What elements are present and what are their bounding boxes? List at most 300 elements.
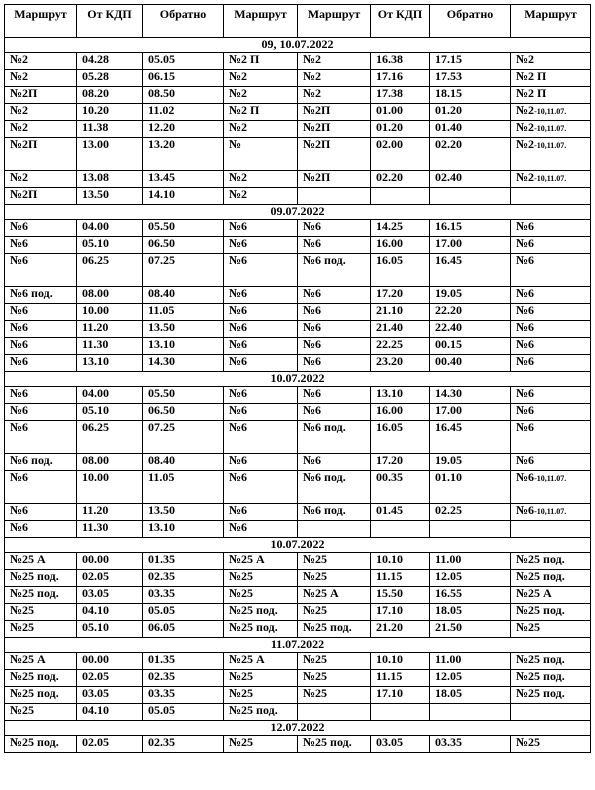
table-row [5, 421, 591, 454]
departure-time-cell: 03.05 [371, 736, 430, 753]
route-cell: №6 под. [298, 254, 371, 287]
departure-time-cell: 16.05 [371, 421, 430, 454]
return-time-cell [430, 521, 511, 538]
route-cell: №25 А [224, 553, 298, 570]
return-time-cell: 06.15 [143, 70, 224, 87]
route-cell: №25 под. [298, 621, 371, 638]
route-cell: №25 под. [511, 553, 591, 570]
route-cell: №2П [5, 87, 77, 104]
departure-time-cell: 14.25 [371, 220, 430, 237]
route-cell: №2 [224, 70, 298, 87]
route-cell: №6 [224, 287, 298, 304]
schedule-table [4, 4, 591, 753]
departure-time-cell: 02.05 [77, 736, 143, 753]
route-cell: №6 [224, 387, 298, 404]
departure-time-cell: 16.05 [371, 254, 430, 287]
route-cell: №6 [5, 304, 77, 321]
return-time-cell: 08.40 [143, 287, 224, 304]
return-time-cell: 11.00 [430, 553, 511, 570]
return-time-cell: 14.30 [430, 387, 511, 404]
route-cell: №6 [511, 220, 591, 237]
route-cell: №25 [5, 604, 77, 621]
return-time-cell: 05.05 [143, 604, 224, 621]
return-time-cell: 12.20 [143, 121, 224, 138]
departure-time-cell: 16.00 [371, 237, 430, 254]
departure-time-cell: 04.28 [77, 53, 143, 70]
header-route: Маршрут [298, 5, 371, 38]
route-cell: №6 [5, 387, 77, 404]
return-time-cell: 11.05 [143, 471, 224, 504]
route-cell: №2 [5, 104, 77, 121]
return-time-cell: 02.20 [430, 138, 511, 171]
route-cell: №2П [5, 138, 77, 171]
departure-time-cell: 13.00 [77, 138, 143, 171]
return-time-cell: 08.50 [143, 87, 224, 104]
return-time-cell: 16.45 [430, 254, 511, 287]
table-row [5, 220, 591, 237]
table-row [5, 587, 591, 604]
departure-time-cell: 00.35 [371, 471, 430, 504]
date-section-header [5, 638, 591, 653]
route-cell: №25 А [224, 653, 298, 670]
table-row [5, 570, 591, 587]
departure-time-cell: 13.50 [77, 188, 143, 205]
route-cell: №6 [511, 355, 591, 372]
route-cell: №6 [298, 387, 371, 404]
return-time-cell: 19.05 [430, 454, 511, 471]
table-row [5, 287, 591, 304]
route-cell: №25 [224, 587, 298, 604]
route-cell: №6 [511, 387, 591, 404]
return-time-cell [430, 188, 511, 205]
return-time-cell: 08.40 [143, 454, 224, 471]
route-cell [511, 121, 591, 138]
table-row [5, 321, 591, 338]
route-cell: №6 [298, 404, 371, 421]
route-cell: №6 [224, 355, 298, 372]
table-row [5, 404, 591, 421]
table-header [5, 5, 591, 38]
section-date: 10.07.2022 [5, 372, 591, 387]
return-time-cell: 02.35 [143, 736, 224, 753]
route-cell: №25 под. [511, 670, 591, 687]
section-date: 09.07.2022 [5, 205, 591, 220]
return-time-cell: 13.20 [143, 138, 224, 171]
return-time-cell: 18.05 [430, 604, 511, 621]
departure-time-cell: 17.38 [371, 87, 430, 104]
departure-time-cell: 15.50 [371, 587, 430, 604]
route-cell: №6 [5, 237, 77, 254]
return-time-cell: 17.53 [430, 70, 511, 87]
route-cell: №25 под. [224, 604, 298, 621]
table-row [5, 254, 591, 287]
date-note: -10,11.07. [534, 141, 567, 150]
route-cell: №6 [5, 254, 77, 287]
route-cell: №25 под. [224, 704, 298, 721]
date-note: -10,11.07. [534, 507, 567, 516]
departure-time-cell: 08.00 [77, 454, 143, 471]
route-cell: №25 под. [511, 687, 591, 704]
route-cell: №2 [298, 70, 371, 87]
return-time-cell: 19.05 [430, 287, 511, 304]
route-cell: №6 [5, 404, 77, 421]
route-cell [511, 704, 591, 721]
departure-time-cell: 04.00 [77, 220, 143, 237]
date-note: -10,11.07. [534, 474, 567, 483]
departure-time-cell: 06.25 [77, 421, 143, 454]
table-row [5, 621, 591, 638]
return-time-cell: 06.50 [143, 404, 224, 421]
departure-time-cell: 02.05 [77, 570, 143, 587]
departure-time-cell: 11.30 [77, 521, 143, 538]
route-cell: №2 П [511, 70, 591, 87]
route-cell: №6 [511, 404, 591, 421]
return-time-cell: 16.55 [430, 587, 511, 604]
route-cell: №6 [5, 355, 77, 372]
route-cell: №2 [298, 87, 371, 104]
route-cell: №2П [5, 188, 77, 205]
route-cell: №25 под. [5, 670, 77, 687]
route-cell: №6 [298, 220, 371, 237]
route-cell [511, 188, 591, 205]
table-row [5, 338, 591, 355]
return-time-cell: 17.00 [430, 237, 511, 254]
return-time-cell: 02.40 [430, 171, 511, 188]
route-label: №2 [516, 170, 535, 184]
return-time-cell: 12.05 [430, 570, 511, 587]
route-cell: №25 под. [5, 687, 77, 704]
route-cell: №25 под. [511, 604, 591, 621]
departure-time-cell: 05.10 [77, 237, 143, 254]
route-cell: №6 [511, 254, 591, 287]
route-cell: №25 под. [5, 587, 77, 604]
route-cell [511, 471, 591, 504]
route-cell: №25 под. [511, 570, 591, 587]
date-section-header [5, 205, 591, 220]
departure-time-cell: 11.20 [77, 321, 143, 338]
table-row [5, 504, 591, 521]
route-cell: №6 [224, 254, 298, 287]
departure-time-cell: 21.10 [371, 304, 430, 321]
return-time-cell: 22.40 [430, 321, 511, 338]
return-time-cell: 07.25 [143, 254, 224, 287]
route-cell: № [224, 138, 298, 171]
route-cell: №25 под. [224, 621, 298, 638]
table-row [5, 355, 591, 372]
route-cell: №25 под. [5, 736, 77, 753]
date-note: -10,11.07. [534, 107, 567, 116]
route-cell: №25 [511, 621, 591, 638]
date-note: -10,11.07. [534, 124, 567, 133]
departure-time-cell: 04.10 [77, 704, 143, 721]
departure-time-cell: 02.00 [371, 138, 430, 171]
departure-time-cell: 21.20 [371, 621, 430, 638]
table-row [5, 171, 591, 188]
route-cell: №25 [298, 653, 371, 670]
table-row [5, 304, 591, 321]
header-route: Маршрут [224, 5, 298, 38]
route-cell: №6 [224, 220, 298, 237]
route-cell: №25 [511, 736, 591, 753]
departure-time-cell: 11.15 [371, 570, 430, 587]
route-cell: №6 [5, 338, 77, 355]
table-row [5, 70, 591, 87]
departure-time-cell: 10.10 [371, 653, 430, 670]
route-cell: №6 [224, 404, 298, 421]
return-time-cell: 21.50 [430, 621, 511, 638]
table-row [5, 687, 591, 704]
return-time-cell: 18.05 [430, 687, 511, 704]
route-cell: №6 [5, 471, 77, 504]
return-time-cell: 06.05 [143, 621, 224, 638]
departure-time-cell: 17.10 [371, 687, 430, 704]
return-time-cell: 11.00 [430, 653, 511, 670]
departure-time-cell: 11.20 [77, 504, 143, 521]
departure-time-cell: 00.00 [77, 553, 143, 570]
route-cell: №6 [5, 321, 77, 338]
route-cell: №6 под. [5, 454, 77, 471]
return-time-cell: 16.45 [430, 421, 511, 454]
route-cell: №2 [224, 188, 298, 205]
return-time-cell: 13.45 [143, 171, 224, 188]
route-cell: №25 А [5, 653, 77, 670]
table-body [5, 38, 591, 753]
route-cell: №6 [298, 355, 371, 372]
header-route: Маршрут [511, 5, 591, 38]
route-cell [298, 521, 371, 538]
header-route: Маршрут [5, 5, 77, 38]
route-cell: №2 [511, 53, 591, 70]
route-cell: №2 [5, 121, 77, 138]
return-time-cell: 07.25 [143, 421, 224, 454]
header-from-kdp: От КДП [371, 5, 430, 38]
route-cell: №6 [511, 421, 591, 454]
return-time-cell: 00.15 [430, 338, 511, 355]
departure-time-cell: 13.10 [77, 355, 143, 372]
route-cell: №6 [298, 287, 371, 304]
return-time-cell: 13.50 [143, 321, 224, 338]
route-cell: №25 [224, 670, 298, 687]
route-cell: №6 [5, 220, 77, 237]
departure-time-cell: 17.20 [371, 454, 430, 471]
route-cell: №25 А [511, 587, 591, 604]
route-cell: №25 [298, 570, 371, 587]
route-cell: №6 [298, 454, 371, 471]
table-row [5, 704, 591, 721]
route-cell: №2 [224, 171, 298, 188]
departure-time-cell: 06.25 [77, 254, 143, 287]
departure-time-cell: 11.15 [371, 670, 430, 687]
route-cell: №2П [298, 138, 371, 171]
departure-time-cell: 03.05 [77, 587, 143, 604]
route-cell: №2П [298, 121, 371, 138]
table-row [5, 653, 591, 670]
route-cell: №6 [5, 504, 77, 521]
return-time-cell: 13.50 [143, 504, 224, 521]
return-time-cell: 02.35 [143, 570, 224, 587]
departure-time-cell: 00.00 [77, 653, 143, 670]
section-date: 11.07.2022 [5, 638, 591, 653]
departure-time-cell [371, 704, 430, 721]
route-label: №2 [516, 120, 535, 134]
route-cell: №6 [511, 237, 591, 254]
departure-time-cell: 02.20 [371, 171, 430, 188]
table-row [5, 736, 591, 753]
departure-time-cell: 23.20 [371, 355, 430, 372]
departure-time-cell: 17.10 [371, 604, 430, 621]
return-time-cell: 13.10 [143, 521, 224, 538]
route-cell: №25 [5, 704, 77, 721]
return-time-cell: 01.20 [430, 104, 511, 121]
route-cell: №6 под. [298, 421, 371, 454]
departure-time-cell: 10.00 [77, 471, 143, 504]
route-label: №2 [516, 137, 535, 151]
return-time-cell: 12.05 [430, 670, 511, 687]
table-row [5, 670, 591, 687]
route-cell: №2 П [511, 87, 591, 104]
return-time-cell: 16.15 [430, 220, 511, 237]
return-time-cell: 01.35 [143, 553, 224, 570]
route-cell: №6 [224, 471, 298, 504]
route-cell: №6 [511, 321, 591, 338]
departure-time-cell: 08.20 [77, 87, 143, 104]
return-time-cell: 02.25 [430, 504, 511, 521]
departure-time-cell: 16.00 [371, 404, 430, 421]
return-time-cell: 00.40 [430, 355, 511, 372]
route-cell: №6 [511, 338, 591, 355]
departure-time-cell: 13.10 [371, 387, 430, 404]
route-cell: №25 [224, 736, 298, 753]
return-time-cell: 05.50 [143, 387, 224, 404]
route-cell: №6 [298, 321, 371, 338]
route-cell: №2П [298, 104, 371, 121]
return-time-cell: 11.05 [143, 304, 224, 321]
route-label: №2 [516, 103, 535, 117]
departure-time-cell [371, 521, 430, 538]
route-cell: №6 [298, 304, 371, 321]
date-note: -10,11.07. [534, 174, 567, 183]
route-cell: №6 [511, 304, 591, 321]
table-row [5, 521, 591, 538]
route-cell: №25 [298, 604, 371, 621]
route-cell: №6 [224, 504, 298, 521]
table-row [5, 471, 591, 504]
route-cell: №2П [298, 171, 371, 188]
route-cell: №6 [224, 521, 298, 538]
departure-time-cell: 13.08 [77, 171, 143, 188]
departure-time-cell: 22.25 [371, 338, 430, 355]
table-row [5, 121, 591, 138]
table-row [5, 604, 591, 621]
return-time-cell: 05.50 [143, 220, 224, 237]
route-cell: №6 [298, 237, 371, 254]
departure-time-cell: 08.00 [77, 287, 143, 304]
return-time-cell: 22.20 [430, 304, 511, 321]
departure-time-cell: 17.20 [371, 287, 430, 304]
route-cell: №25 [298, 670, 371, 687]
header-return: Обратно [143, 5, 224, 38]
route-cell: №2 П [224, 53, 298, 70]
departure-time-cell: 10.00 [77, 304, 143, 321]
departure-time-cell: 10.10 [371, 553, 430, 570]
return-time-cell: 05.05 [143, 704, 224, 721]
route-cell [511, 521, 591, 538]
return-time-cell: 17.15 [430, 53, 511, 70]
header-return: Обратно [430, 5, 511, 38]
return-time-cell [430, 704, 511, 721]
route-cell: №6 [224, 454, 298, 471]
route-cell: №25 [224, 687, 298, 704]
date-section-header [5, 372, 591, 387]
route-cell: №6 под. [298, 471, 371, 504]
route-label: №6 [516, 503, 535, 517]
table-row [5, 454, 591, 471]
route-cell [511, 171, 591, 188]
route-cell: №6 [5, 421, 77, 454]
route-cell: №2 [5, 70, 77, 87]
departure-time-cell: 04.10 [77, 604, 143, 621]
route-cell [298, 188, 371, 205]
table-row [5, 387, 591, 404]
departure-time-cell: 05.10 [77, 621, 143, 638]
table-row [5, 553, 591, 570]
route-label: №6 [516, 470, 535, 484]
section-date: 09, 10.07.2022 [5, 38, 591, 53]
return-time-cell: 02.35 [143, 670, 224, 687]
route-cell: №25 [298, 687, 371, 704]
departure-time-cell: 21.40 [371, 321, 430, 338]
route-cell [298, 704, 371, 721]
route-cell: №25 А [298, 587, 371, 604]
return-time-cell: 17.00 [430, 404, 511, 421]
departure-time-cell: 11.38 [77, 121, 143, 138]
route-cell: №6 [224, 338, 298, 355]
route-cell: №6 [224, 421, 298, 454]
route-cell: №25 под. [511, 653, 591, 670]
route-cell: №6 [224, 237, 298, 254]
route-cell: №2 [224, 121, 298, 138]
route-cell: №25 под. [5, 570, 77, 587]
departure-time-cell: 01.45 [371, 504, 430, 521]
table-row [5, 87, 591, 104]
date-section-header [5, 538, 591, 553]
departure-time-cell: 01.00 [371, 104, 430, 121]
date-section-header [5, 721, 591, 736]
section-date: 12.07.2022 [5, 721, 591, 736]
route-cell [511, 138, 591, 171]
return-time-cell: 18.15 [430, 87, 511, 104]
route-cell [511, 504, 591, 521]
departure-time-cell: 05.10 [77, 404, 143, 421]
departure-time-cell: 11.30 [77, 338, 143, 355]
route-cell: №6 [224, 304, 298, 321]
route-cell: №25 А [5, 553, 77, 570]
return-time-cell: 01.10 [430, 471, 511, 504]
return-time-cell: 13.10 [143, 338, 224, 355]
departure-time-cell: 16.38 [371, 53, 430, 70]
return-time-cell: 06.50 [143, 237, 224, 254]
section-date: 10.07.2022 [5, 538, 591, 553]
route-cell: №6 [511, 454, 591, 471]
route-cell: №25 [5, 621, 77, 638]
route-cell: №25 под. [298, 736, 371, 753]
route-cell: №2 [5, 171, 77, 188]
route-cell: №6 [5, 521, 77, 538]
departure-time-cell: 01.20 [371, 121, 430, 138]
return-time-cell: 14.10 [143, 188, 224, 205]
route-cell: №6 под. [5, 287, 77, 304]
route-cell: №25 [298, 553, 371, 570]
